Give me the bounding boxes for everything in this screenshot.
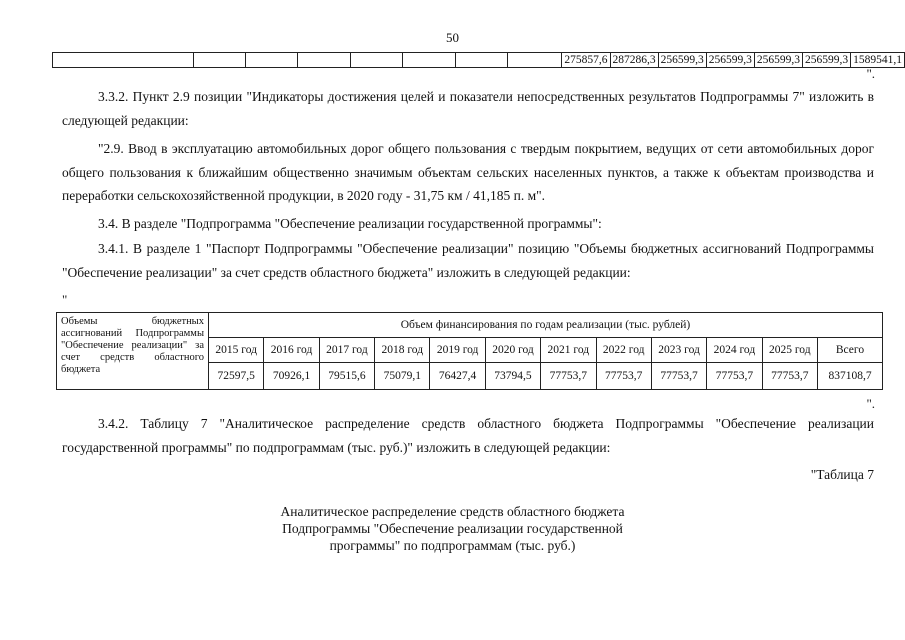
paragraph-text: "2.9. Ввод в эксплуатацию автомобильных дорог общего пользования с твердым покрытием, ведущих от сети автомобильных дорог общего пользования к ближайшим общественно значимым объектам сельских населенных пунктов, а также к объектам производства и переработки сельскохозяйственной продукции, в 2020 году - 31,75 км / 41,185 п. м".	[62, 141, 874, 203]
year-cell: 2020 год	[485, 338, 540, 363]
table-cell: 287286,3	[610, 53, 658, 68]
paragraph-3-4-1	[62, 237, 874, 284]
budget-allocations-table	[56, 312, 883, 390]
total-header-cell: Всего	[818, 338, 883, 363]
table-cell	[193, 53, 245, 68]
table-label: "Таблица 7	[810, 467, 874, 482]
value-cell: 75079,1	[375, 363, 430, 390]
paragraph-3-3-2	[62, 85, 874, 132]
opening-quote: "	[62, 292, 68, 307]
table-caption	[0, 503, 905, 554]
year-cell: 2022 год	[596, 338, 651, 363]
value-cell: 72597,5	[209, 363, 264, 390]
value-cell: 77753,7	[762, 363, 817, 390]
value-cell: 70926,1	[264, 363, 319, 390]
closing-quote: ".	[866, 396, 875, 411]
value-cell: 77753,7	[541, 363, 596, 390]
table-cell: 256599,3	[658, 53, 706, 68]
table-cell	[53, 53, 194, 68]
paragraph-2-9	[62, 137, 874, 208]
paragraph-3-4-2	[62, 412, 874, 459]
year-cell: 2021 год	[541, 338, 596, 363]
paragraph-text: 3.4.1. В разделе 1 "Паспорт Подпрограммы "Обеспечение реализации" позицию "Объемы бюджетных ассигнований Подпрограммы "Обеспечение реализации" за счет средств областного бюджета" изложить в следующей редакции:	[62, 241, 874, 280]
paragraph-text: 3.4. В разделе "Подпрограмма "Обеспечение реализации государственной программы":	[98, 216, 602, 231]
year-cell: 2016 год	[264, 338, 319, 363]
year-cell: 2025 год	[762, 338, 817, 363]
year-cell: 2023 год	[651, 338, 706, 363]
value-cell: 77753,7	[651, 363, 706, 390]
caption-line: Подпрограммы "Обеспечение реализации государственной	[282, 521, 623, 536]
year-cell: 2017 год	[319, 338, 374, 363]
paragraph-3-4	[62, 212, 874, 236]
table-cell: 256599,3	[754, 53, 802, 68]
caption-line: Аналитическое распределение средств областного бюджета	[280, 504, 625, 519]
year-cell: 2019 год	[430, 338, 485, 363]
table-header-cell: Объем финансирования по годам реализации (тыс. рублей)	[209, 313, 883, 338]
table-cell	[455, 53, 507, 68]
value-cell: 77753,7	[596, 363, 651, 390]
paragraph-text: 3.3.2. Пункт 2.9 позиции "Индикаторы достижения целей и показатели непосредственных результатов Подпрограммы 7" изложить в следующей редакции:	[62, 89, 874, 128]
table-row	[57, 313, 883, 338]
row-header-cell: Объемы бюджетных ассигнований Подпрограммы "Обеспечение реализации" за счет средств областного бюджета	[57, 313, 209, 390]
table-cell	[350, 53, 402, 68]
table-cell	[246, 53, 298, 68]
year-cell: 2018 год	[375, 338, 430, 363]
table-cell: 1589541,1	[851, 53, 905, 68]
closing-quote: ".	[866, 66, 875, 81]
table-cell: 275857,6	[562, 53, 610, 68]
year-cell: 2015 год	[209, 338, 264, 363]
table-row	[53, 53, 905, 68]
value-cell: 73794,5	[485, 363, 540, 390]
table-cell	[403, 53, 455, 68]
value-cell: 77753,7	[707, 363, 762, 390]
caption-line: программы" по подпрограммам (тыс. руб.)	[329, 538, 576, 553]
value-cell: 76427,4	[430, 363, 485, 390]
value-cell: 79515,6	[319, 363, 374, 390]
page-number: 50	[446, 30, 459, 45]
table-cell	[298, 53, 350, 68]
table-cell: 256599,3	[706, 53, 754, 68]
table-cell	[508, 53, 562, 68]
table-cell: 256599,3	[803, 53, 851, 68]
continued-table	[52, 52, 905, 68]
year-cell: 2024 год	[707, 338, 762, 363]
paragraph-text: 3.4.2. Таблицу 7 "Аналитическое распределение средств областного бюджета Подпрограммы "Обеспечение реализации государственной программы" по подпрограммам (тыс. руб.)" изложить в следующей редакции:	[62, 416, 874, 455]
total-value-cell: 837108,7	[818, 363, 883, 390]
